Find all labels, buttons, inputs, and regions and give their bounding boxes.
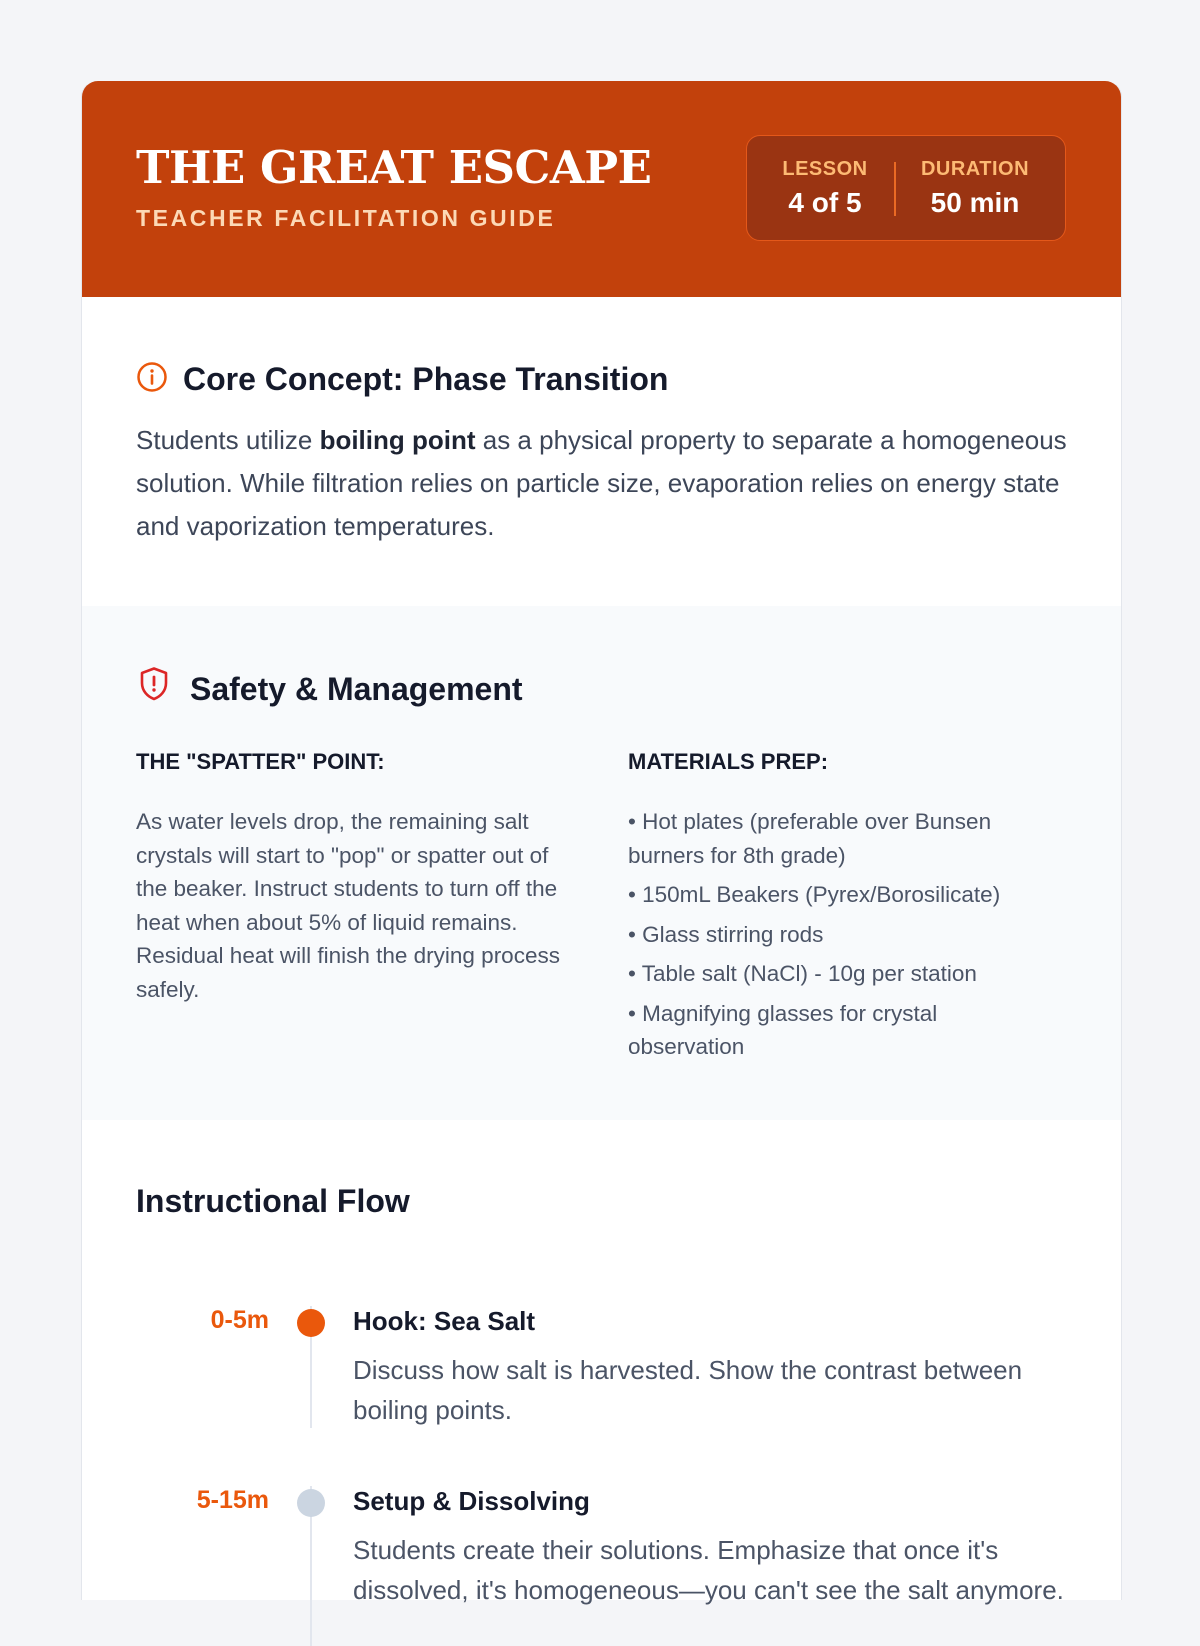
materials-list bbox=[628, 805, 1058, 1070]
list-item: • Table salt (NaCl) - 10g per station bbox=[628, 961, 977, 986]
duration-value: 50 min bbox=[930, 187, 1020, 218]
list-item: • Magnifying glasses for crystal observation bbox=[628, 1000, 938, 1059]
core-concept-text bbox=[136, 419, 1071, 548]
shield-alert-icon bbox=[138, 666, 170, 702]
timeline-dot-active bbox=[297, 1309, 325, 1337]
flow-step-description: Students create their solutions. Emphasize that once it's dissolved, it's homogeneous—you can't see the salt anymore. bbox=[353, 1535, 1064, 1605]
flow-step-description: Discuss how salt is harvested. Show the contrast between boiling points. bbox=[353, 1355, 1023, 1425]
materials-heading: MATERIALS PREP: bbox=[628, 749, 829, 774]
lesson-label: LESSON bbox=[782, 158, 868, 180]
spatter-text: As water levels drop, the remaining salt crystals will start to "pop" or spatter out of the beaker. Instruct students to turn off the heat when about 5% of liquid remains. Residual heat will finish the drying process safely. bbox=[136, 809, 560, 1002]
meta-divider bbox=[894, 162, 896, 216]
list-item: • Hot plates (preferable over Bunsen burners for 8th grade) bbox=[628, 809, 992, 868]
concept-text-start: Students utilize bbox=[136, 425, 320, 455]
core-concept-title: Core Concept: Phase Transition bbox=[183, 361, 669, 397]
duration-label: DURATION bbox=[920, 158, 1030, 180]
lesson-meta bbox=[775, 158, 875, 219]
safety-title: Safety & Management bbox=[190, 671, 523, 707]
info-circle-icon bbox=[136, 361, 168, 393]
concept-text-bold: boiling point bbox=[319, 425, 476, 455]
lesson-meta-box bbox=[746, 135, 1066, 241]
safety-section bbox=[82, 606, 1121, 1120]
flow-step-heading: Hook: Sea Salt bbox=[353, 1306, 536, 1336]
lesson-value: 4 of 5 bbox=[788, 187, 862, 218]
instructional-flow-section bbox=[82, 1120, 1121, 1605]
guide-header bbox=[82, 81, 1121, 297]
spatter-heading: THE "SPATTER" POINT: bbox=[136, 749, 385, 774]
instructional-flow-title: Instructional Flow bbox=[136, 1183, 410, 1219]
flow-step-time: 5-15m bbox=[196, 1486, 269, 1514]
core-concept-section bbox=[82, 297, 1121, 606]
flow-step-heading: Setup & Dissolving bbox=[353, 1486, 590, 1516]
duration-meta bbox=[913, 158, 1037, 219]
concept-text-end: as a physical property to separate a homogeneous solution. While filtration relies on particle size, evaporation relies on energy state and vaporization temperatures. bbox=[136, 425, 1067, 541]
list-item: • Glass stirring rods bbox=[628, 921, 824, 947]
guide-title: THE GREAT ESCAPE bbox=[136, 141, 652, 194]
guide-card bbox=[81, 81, 1122, 1605]
list-item: • 150mL Beakers (Pyrex/Borosilicate) bbox=[628, 882, 1001, 907]
timeline-dot bbox=[297, 1489, 325, 1517]
flow-step-time: 0-5m bbox=[210, 1306, 269, 1334]
guide-subtitle: TEACHER FACILITATION GUIDE bbox=[136, 205, 556, 231]
